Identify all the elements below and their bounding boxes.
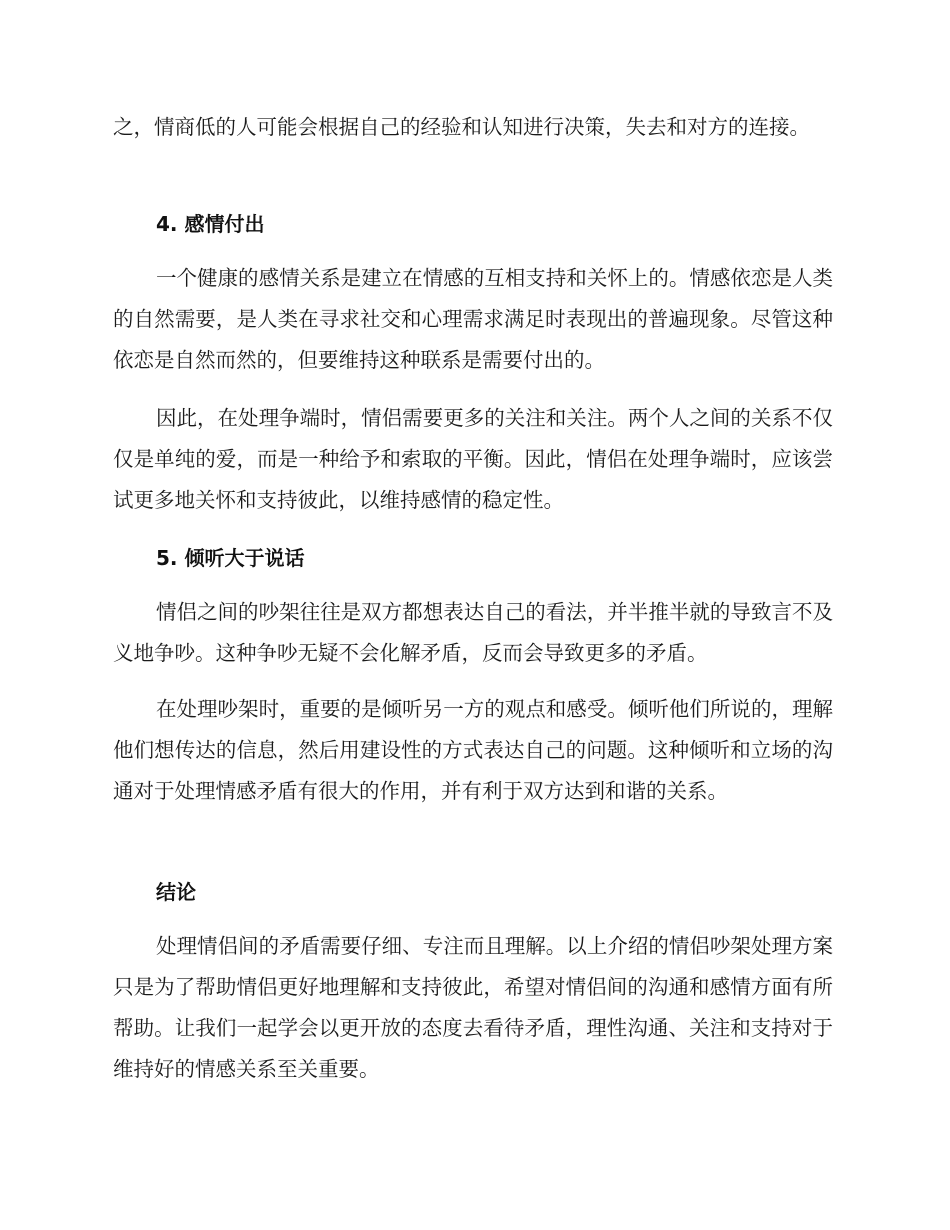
conclusion-paragraph xyxy=(113,926,833,1090)
section-heading-conclusion xyxy=(113,877,833,907)
heading-text: 结论 xyxy=(156,880,196,904)
section-5-paragraph-2 xyxy=(113,689,833,812)
section-heading-4 xyxy=(113,209,833,239)
paragraph-text: 情侣之间的吵架往往是双方都想表达自己的看法，并半推半就的导致言不及义地争吵。这种争吵无疑不会化解矛盾，反而会导致更多的矛盾。 xyxy=(113,600,833,665)
heading-text: 4. 感情付出 xyxy=(156,212,265,236)
paragraph-text: 之，情商低的人可能会根据自己的经验和认知进行决策，失去和对方的连接。 xyxy=(113,115,810,139)
paragraph-text: 一个健康的感情关系是建立在情感的互相支持和关怀上的。情感依恋是人类的自然需要，是人类在寻求社交和心理需求满足时表现出的普遍现象。尽管这种依恋是自然而然的，但要维持这种联系是需要付出的。 xyxy=(113,266,833,372)
continued-paragraph xyxy=(113,107,833,148)
heading-text: 5. 倾听大于说话 xyxy=(156,546,305,570)
section-4-paragraph-2 xyxy=(113,398,833,521)
paragraph-text: 在处理吵架时，重要的是倾听另一方的观点和感受。倾听他们所说的，理解他们想传达的信息，然后用建设性的方式表达自己的问题。这种倾听和立场的沟通对于处理情感矛盾有很大的作用，并有利于双方达到和谐的关系。 xyxy=(113,697,833,803)
section-5-paragraph-1 xyxy=(113,592,833,674)
section-heading-5 xyxy=(113,543,833,573)
paragraph-text: 处理情侣间的矛盾需要仔细、专注而且理解。以上介绍的情侣吵架处理方案只是为了帮助情侣更好地理解和支持彼此，希望对情侣间的沟通和感情方面有所帮助。让我们一起学会以更开放的态度去看待矛盾，理性沟通、关注和支持对于维持好的情感关系至关重要。 xyxy=(113,934,833,1081)
paragraph-text: 因此，在处理争端时，情侣需要更多的关注和关注。两个人之间的关系不仅仅是单纯的爱，而是一种给予和索取的平衡。因此，情侣在处理争端时，应该尝试更多地关怀和支持彼此，以维持感情的稳定性。 xyxy=(113,406,833,512)
section-4-paragraph-1 xyxy=(113,258,833,381)
